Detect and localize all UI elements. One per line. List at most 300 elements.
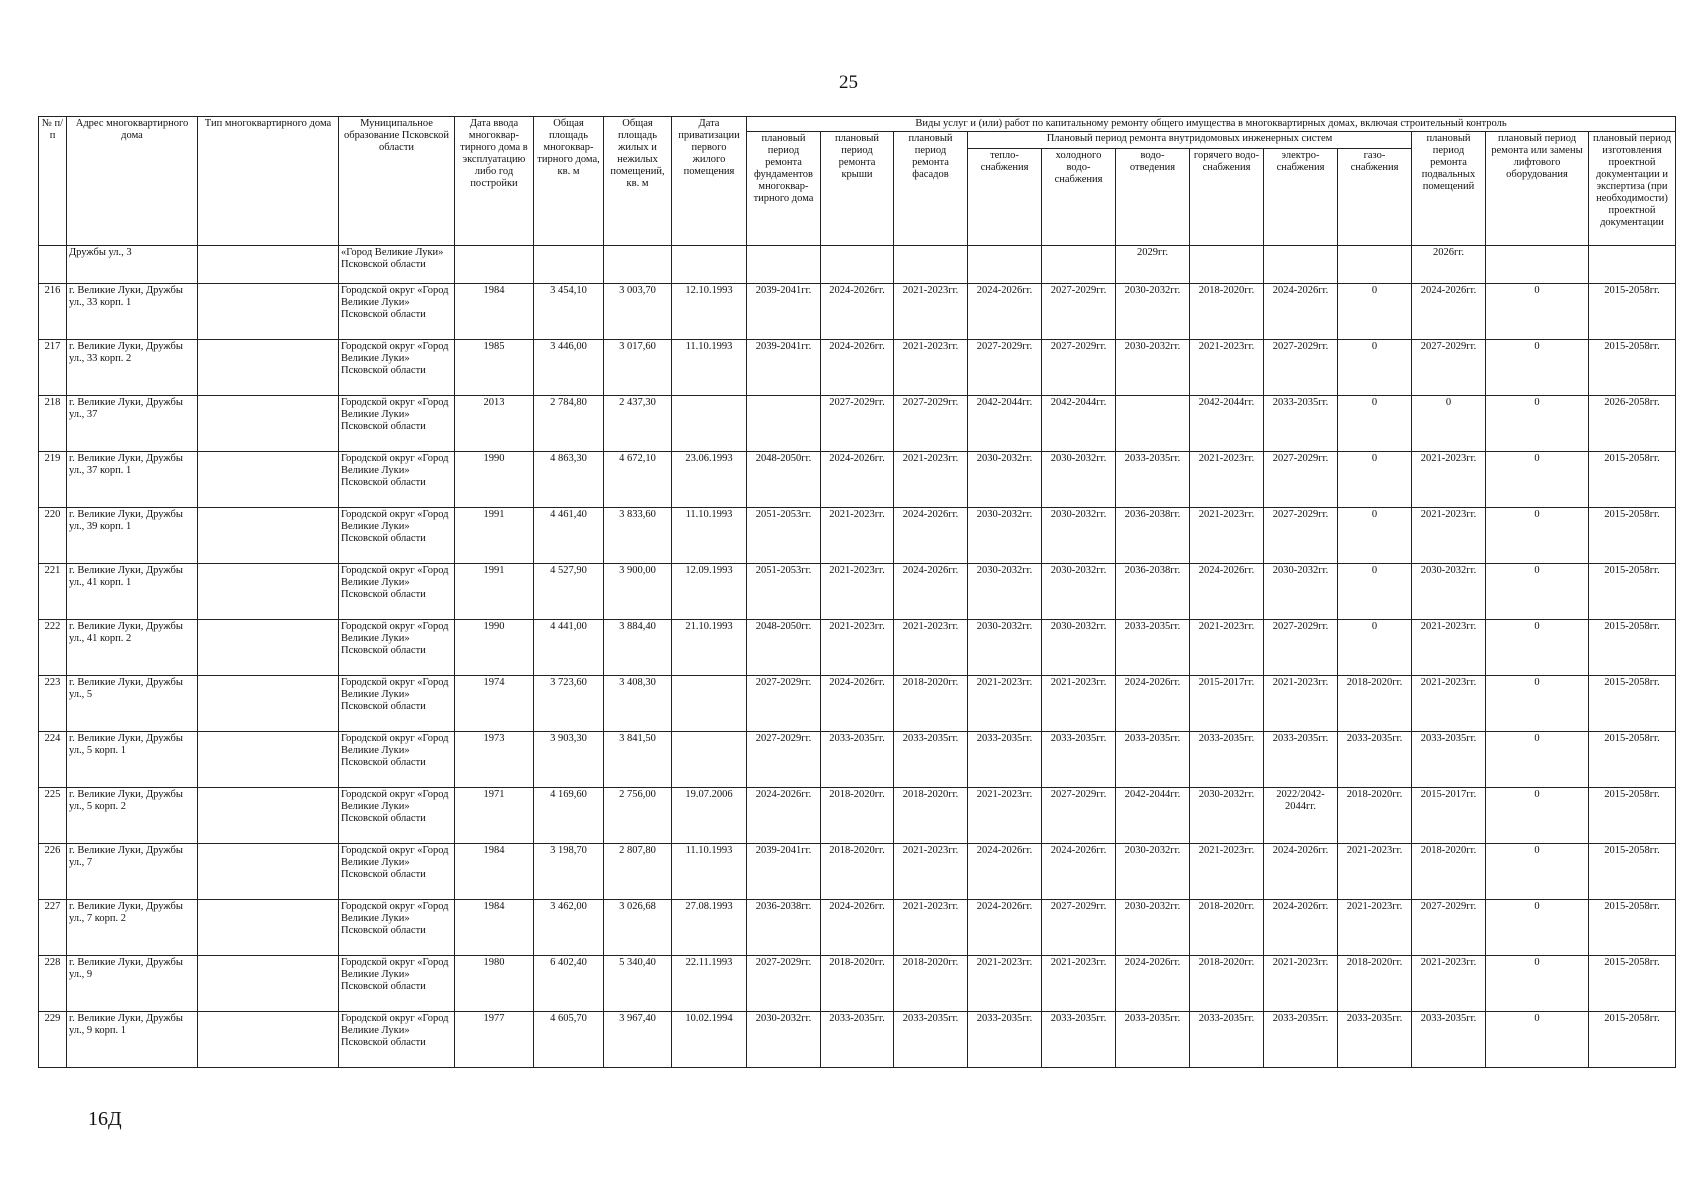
row-municipality: Городской округ «Город Великие Луки» Псковской области (339, 508, 455, 564)
table-row (39, 956, 1676, 1012)
row-sewer: 2033-2035гг. (1116, 732, 1190, 788)
row-num: 218 (39, 396, 67, 452)
row-elevator: 0 (1486, 676, 1589, 732)
row-gas: 2033-2035гг. (1338, 732, 1412, 788)
table-row (39, 620, 1676, 676)
row-type (198, 564, 339, 620)
row-basement: 2018-2020гг. (1412, 844, 1486, 900)
row-facade: 2033-2035гг. (894, 732, 968, 788)
row-electric (1264, 246, 1338, 284)
row-electric: 2027-2029гг. (1264, 452, 1338, 508)
row-living-area: 3 026,68 (604, 900, 672, 956)
header-design: плановый период изготовления проектной документации и экспертиза (при необходимости) проектной документации (1589, 132, 1676, 246)
row-basement: 2026гг. (1412, 246, 1486, 284)
row-num: 221 (39, 564, 67, 620)
row-gas: 0 (1338, 452, 1412, 508)
header-hot-water: горячего водо-снабжения (1190, 149, 1264, 246)
row-total-area: 2 784,80 (534, 396, 604, 452)
row-sewer: 2030-2032гг. (1116, 284, 1190, 340)
table-row (39, 788, 1676, 844)
row-design: 2015-2058гг. (1589, 564, 1676, 620)
row-type (198, 788, 339, 844)
row-hot-water: 2042-2044гг. (1190, 396, 1264, 452)
row-num: 220 (39, 508, 67, 564)
row-basement: 2033-2035гг. (1412, 732, 1486, 788)
row-total-area: 4 441,00 (534, 620, 604, 676)
table-row (39, 340, 1676, 396)
row-municipality: Городской округ «Город Великие Луки» Псковской области (339, 564, 455, 620)
row-privatization: 11.10.1993 (672, 340, 747, 396)
row-basement: 2021-2023гг. (1412, 620, 1486, 676)
row-total-area: 3 903,30 (534, 732, 604, 788)
row-cold-water: 2042-2044гг. (1042, 396, 1116, 452)
row-municipality: Городской округ «Город Великие Луки» Псковской области (339, 396, 455, 452)
table-row (39, 508, 1676, 564)
row-elevator: 0 (1486, 844, 1589, 900)
row-foundation: 2027-2029гг. (747, 676, 821, 732)
row-heat: 2024-2026гг. (968, 844, 1042, 900)
row-total-area: 3 198,70 (534, 844, 604, 900)
row-foundation: 2048-2050гг. (747, 452, 821, 508)
row-gas: 0 (1338, 284, 1412, 340)
header-foundation: плановый период ремонта фундаментов многоквар-тирного дома (747, 132, 821, 246)
row-design: 2015-2058гг. (1589, 340, 1676, 396)
row-facade: 2021-2023гг. (894, 284, 968, 340)
row-privatization (672, 246, 747, 284)
row-hot-water: 2033-2035гг. (1190, 732, 1264, 788)
row-privatization: 23.06.1993 (672, 452, 747, 508)
row-privatization (672, 732, 747, 788)
row-design: 2026-2058гг. (1589, 396, 1676, 452)
row-basement: 2021-2023гг. (1412, 676, 1486, 732)
row-num: 227 (39, 900, 67, 956)
row-gas: 2018-2020гг. (1338, 676, 1412, 732)
row-living-area: 3 841,50 (604, 732, 672, 788)
row-facade (894, 246, 968, 284)
row-municipality: Городской округ «Город Великие Луки» Псковской области (339, 284, 455, 340)
row-address: г. Великие Луки, Дружбы ул., 33 корп. 2 (67, 340, 198, 396)
row-living-area: 3 017,60 (604, 340, 672, 396)
row-type (198, 732, 339, 788)
row-municipality: Городской округ «Город Великие Луки» Псковской области (339, 732, 455, 788)
row-total-area: 4 863,30 (534, 452, 604, 508)
row-sewer: 2042-2044гг. (1116, 788, 1190, 844)
row-basement: 0 (1412, 396, 1486, 452)
row-sewer: 2036-2038гг. (1116, 564, 1190, 620)
row-num: 226 (39, 844, 67, 900)
row-living-area: 3 884,40 (604, 620, 672, 676)
row-heat: 2030-2032гг. (968, 620, 1042, 676)
header-basement: плановый период ремонта подвальных помещений (1412, 132, 1486, 246)
row-type (198, 396, 339, 452)
row-design: 2015-2058гг. (1589, 844, 1676, 900)
row-foundation: 2039-2041гг. (747, 284, 821, 340)
row-electric: 2024-2026гг. (1264, 844, 1338, 900)
row-basement: 2021-2023гг. (1412, 508, 1486, 564)
page-number: 25 (839, 72, 858, 93)
header-address: Адрес многоквартирного дома (67, 117, 198, 246)
row-elevator: 0 (1486, 1012, 1589, 1068)
row-elevator: 0 (1486, 620, 1589, 676)
row-type (198, 452, 339, 508)
row-cold-water: 2030-2032гг. (1042, 508, 1116, 564)
row-foundation: 2051-2053гг. (747, 508, 821, 564)
row-year (455, 246, 534, 284)
row-hot-water: 2024-2026гг. (1190, 564, 1264, 620)
row-facade: 2024-2026гг. (894, 564, 968, 620)
row-total-area: 4 605,70 (534, 1012, 604, 1068)
header-municipality: Муниципальное образование Псковской области (339, 117, 455, 246)
row-roof (821, 246, 894, 284)
header-works-group: Виды услуг и (или) работ по капитальному ремонту общего имущества в многоквартирных домах, включая строительный контроль (747, 117, 1676, 132)
row-privatization: 11.10.1993 (672, 844, 747, 900)
row-foundation: 2030-2032гг. (747, 1012, 821, 1068)
row-num: 229 (39, 1012, 67, 1068)
row-address: г. Великие Луки, Дружбы ул., 37 корп. 1 (67, 452, 198, 508)
row-address: г. Великие Луки, Дружбы ул., 9 (67, 956, 198, 1012)
row-address: г. Великие Луки, Дружбы ул., 33 корп. 1 (67, 284, 198, 340)
row-facade: 2024-2026гг. (894, 508, 968, 564)
row-basement: 2027-2029гг. (1412, 900, 1486, 956)
row-privatization: 22.11.1993 (672, 956, 747, 1012)
row-hot-water: 2021-2023гг. (1190, 620, 1264, 676)
row-total-area: 3 723,60 (534, 676, 604, 732)
row-gas: 0 (1338, 340, 1412, 396)
row-address: г. Великие Луки, Дружбы ул., 7 (67, 844, 198, 900)
row-facade: 2018-2020гг. (894, 956, 968, 1012)
row-address: г. Великие Луки, Дружбы ул., 37 (67, 396, 198, 452)
header-engineering-group: Плановый период ремонта внутридомовых инженерных систем (968, 132, 1412, 149)
row-address: г. Великие Луки, Дружбы ул., 5 корп. 1 (67, 732, 198, 788)
row-electric: 2024-2026гг. (1264, 900, 1338, 956)
row-address: г. Великие Луки, Дружбы ул., 39 корп. 1 (67, 508, 198, 564)
row-heat: 2024-2026гг. (968, 284, 1042, 340)
row-basement: 2021-2023гг. (1412, 452, 1486, 508)
row-roof: 2033-2035гг. (821, 1012, 894, 1068)
row-sewer: 2033-2035гг. (1116, 1012, 1190, 1068)
row-privatization: 19.07.2006 (672, 788, 747, 844)
row-municipality: Городской округ «Город Великие Луки» Псковской области (339, 340, 455, 396)
row-electric: 2024-2026гг. (1264, 284, 1338, 340)
table-row (39, 732, 1676, 788)
row-foundation: 2051-2053гг. (747, 564, 821, 620)
row-address: г. Великие Луки, Дружбы ул., 5 (67, 676, 198, 732)
row-cold-water: 2027-2029гг. (1042, 900, 1116, 956)
row-municipality: Городской округ «Город Великие Луки» Псковской области (339, 452, 455, 508)
row-foundation: 2048-2050гг. (747, 620, 821, 676)
row-gas: 2021-2023гг. (1338, 900, 1412, 956)
row-address: Дружбы ул., 3 (67, 246, 198, 284)
row-type (198, 844, 339, 900)
row-electric: 2030-2032гг. (1264, 564, 1338, 620)
row-roof: 2021-2023гг. (821, 620, 894, 676)
row-privatization: 21.10.1993 (672, 620, 747, 676)
row-municipality: Городской округ «Город Великие Луки» Псковской области (339, 900, 455, 956)
row-heat: 2030-2032гг. (968, 564, 1042, 620)
row-sewer: 2029гг. (1116, 246, 1190, 284)
row-total-area: 3 454,10 (534, 284, 604, 340)
row-basement: 2021-2023гг. (1412, 956, 1486, 1012)
row-gas: 0 (1338, 564, 1412, 620)
row-heat: 2033-2035гг. (968, 1012, 1042, 1068)
row-elevator: 0 (1486, 732, 1589, 788)
row-hot-water: 2021-2023гг. (1190, 844, 1264, 900)
row-hot-water: 2021-2023гг. (1190, 508, 1264, 564)
table-row (39, 1012, 1676, 1068)
row-living-area: 3 967,40 (604, 1012, 672, 1068)
row-num: 222 (39, 620, 67, 676)
row-elevator: 0 (1486, 956, 1589, 1012)
row-cold-water: 2027-2029гг. (1042, 788, 1116, 844)
row-electric: 2027-2029гг. (1264, 508, 1338, 564)
row-living-area: 4 672,10 (604, 452, 672, 508)
row-living-area: 2 756,00 (604, 788, 672, 844)
row-hot-water: 2021-2023гг. (1190, 452, 1264, 508)
row-num (39, 246, 67, 284)
row-basement: 2015-2017гг. (1412, 788, 1486, 844)
row-num: 225 (39, 788, 67, 844)
row-electric: 2033-2035гг. (1264, 396, 1338, 452)
row-sewer: 2030-2032гг. (1116, 900, 1190, 956)
row-living-area: 3 833,60 (604, 508, 672, 564)
row-heat (968, 246, 1042, 284)
row-facade: 2018-2020гг. (894, 788, 968, 844)
row-design: 2015-2058гг. (1589, 1012, 1676, 1068)
header-sewer: водо-отведения (1116, 149, 1190, 246)
footer-code: 16Д (88, 1108, 122, 1130)
header-electric: электро-снабжения (1264, 149, 1338, 246)
row-sewer: 2024-2026гг. (1116, 676, 1190, 732)
row-heat: 2030-2032гг. (968, 508, 1042, 564)
row-heat: 2033-2035гг. (968, 732, 1042, 788)
row-basement: 2033-2035гг. (1412, 1012, 1486, 1068)
row-municipality: Городской округ «Город Великие Луки» Псковской области (339, 844, 455, 900)
row-privatization: 11.10.1993 (672, 508, 747, 564)
row-roof: 2024-2026гг. (821, 284, 894, 340)
row-living-area: 5 340,40 (604, 956, 672, 1012)
row-basement: 2027-2029гг. (1412, 340, 1486, 396)
row-sewer: 2030-2032гг. (1116, 844, 1190, 900)
header-facade: плановый период ремонта фасадов (894, 132, 968, 246)
row-type (198, 900, 339, 956)
row-elevator: 0 (1486, 340, 1589, 396)
row-electric: 2021-2023гг. (1264, 676, 1338, 732)
row-foundation: 2039-2041гг. (747, 340, 821, 396)
row-total-area: 3 462,00 (534, 900, 604, 956)
row-hot-water: 2018-2020гг. (1190, 956, 1264, 1012)
row-electric: 2027-2029гг. (1264, 620, 1338, 676)
header-elevator: плановый период ремонта или замены лифтового оборудования (1486, 132, 1589, 246)
row-electric: 2033-2035гг. (1264, 1012, 1338, 1068)
row-foundation: 2036-2038гг. (747, 900, 821, 956)
row-heat: 2030-2032гг. (968, 452, 1042, 508)
row-address: г. Великие Луки, Дружбы ул., 5 корп. 2 (67, 788, 198, 844)
row-year: 2013 (455, 396, 534, 452)
row-hot-water: 2018-2020гг. (1190, 284, 1264, 340)
row-hot-water: 2030-2032гг. (1190, 788, 1264, 844)
row-elevator: 0 (1486, 564, 1589, 620)
row-gas (1338, 246, 1412, 284)
table-row (39, 246, 1676, 284)
row-living-area: 2 807,80 (604, 844, 672, 900)
row-gas: 0 (1338, 620, 1412, 676)
row-cold-water: 2033-2035гг. (1042, 1012, 1116, 1068)
row-num: 224 (39, 732, 67, 788)
row-electric: 2033-2035гг. (1264, 732, 1338, 788)
row-sewer (1116, 396, 1190, 452)
row-heat: 2024-2026гг. (968, 900, 1042, 956)
row-num: 217 (39, 340, 67, 396)
header-type: Тип многоквартирного дома (198, 117, 339, 246)
table-row (39, 676, 1676, 732)
row-municipality: Городской округ «Город Великие Луки» Псковской области (339, 620, 455, 676)
row-year: 1980 (455, 956, 534, 1012)
row-sewer: 2030-2032гг. (1116, 340, 1190, 396)
row-elevator: 0 (1486, 452, 1589, 508)
row-year: 1974 (455, 676, 534, 732)
row-num: 219 (39, 452, 67, 508)
row-gas: 2021-2023гг. (1338, 844, 1412, 900)
row-elevator: 0 (1486, 508, 1589, 564)
row-privatization (672, 396, 747, 452)
header-total-area: Общая площадь многоквар-тирного дома, кв. м (534, 117, 604, 246)
row-foundation: 2024-2026гг. (747, 788, 821, 844)
row-sewer: 2033-2035гг. (1116, 452, 1190, 508)
row-cold-water: 2027-2029гг. (1042, 340, 1116, 396)
row-elevator (1486, 246, 1589, 284)
row-heat: 2027-2029гг. (968, 340, 1042, 396)
row-num: 228 (39, 956, 67, 1012)
row-roof: 2024-2026гг. (821, 676, 894, 732)
row-design: 2015-2058гг. (1589, 452, 1676, 508)
row-roof: 2018-2020гг. (821, 956, 894, 1012)
row-facade: 2021-2023гг. (894, 452, 968, 508)
capital-repair-table (38, 116, 1676, 1068)
row-hot-water: 2021-2023гг. (1190, 340, 1264, 396)
row-roof: 2024-2026гг. (821, 900, 894, 956)
row-address: г. Великие Луки, Дружбы ул., 7 корп. 2 (67, 900, 198, 956)
row-roof: 2027-2029гг. (821, 396, 894, 452)
row-basement: 2024-2026гг. (1412, 284, 1486, 340)
row-total-area: 6 402,40 (534, 956, 604, 1012)
table-row (39, 844, 1676, 900)
header-num: № п/п (39, 117, 67, 246)
row-basement: 2030-2032гг. (1412, 564, 1486, 620)
row-sewer: 2036-2038гг. (1116, 508, 1190, 564)
row-type (198, 676, 339, 732)
row-design: 2015-2058гг. (1589, 956, 1676, 1012)
row-municipality: «Город Великие Луки» Псковской области (339, 246, 455, 284)
row-type (198, 246, 339, 284)
row-cold-water: 2030-2032гг. (1042, 452, 1116, 508)
row-electric: 2027-2029гг. (1264, 340, 1338, 396)
header-cold-water: холодного водо-снабжения (1042, 149, 1116, 246)
row-year: 1990 (455, 620, 534, 676)
table-row (39, 564, 1676, 620)
row-year: 1990 (455, 452, 534, 508)
row-roof: 2033-2035гг. (821, 732, 894, 788)
row-address: г. Великие Луки, Дружбы ул., 41 корп. 1 (67, 564, 198, 620)
row-year: 1991 (455, 564, 534, 620)
row-roof: 2021-2023гг. (821, 508, 894, 564)
row-cold-water: 2027-2029гг. (1042, 284, 1116, 340)
row-municipality: Городской округ «Город Великие Луки» Псковской области (339, 1012, 455, 1068)
row-type (198, 956, 339, 1012)
header-living-area: Общая площадь жилых и нежилых помещений, кв. м (604, 117, 672, 246)
row-roof: 2018-2020гг. (821, 844, 894, 900)
row-type (198, 1012, 339, 1068)
row-elevator: 0 (1486, 284, 1589, 340)
row-year: 1984 (455, 844, 534, 900)
row-design (1589, 246, 1676, 284)
row-privatization: 10.02.1994 (672, 1012, 747, 1068)
row-living-area: 3 408,30 (604, 676, 672, 732)
row-heat: 2021-2023гг. (968, 956, 1042, 1012)
row-foundation: 2027-2029гг. (747, 732, 821, 788)
row-sewer: 2024-2026гг. (1116, 956, 1190, 1012)
row-year: 1977 (455, 1012, 534, 1068)
row-facade: 2027-2029гг. (894, 396, 968, 452)
row-type (198, 284, 339, 340)
row-privatization: 12.09.1993 (672, 564, 747, 620)
row-foundation: 2039-2041гг. (747, 844, 821, 900)
row-total-area: 3 446,00 (534, 340, 604, 396)
row-cold-water: 2030-2032гг. (1042, 564, 1116, 620)
row-elevator: 0 (1486, 900, 1589, 956)
row-year: 1984 (455, 900, 534, 956)
row-hot-water: 2033-2035гг. (1190, 1012, 1264, 1068)
row-roof: 2018-2020гг. (821, 788, 894, 844)
row-gas: 0 (1338, 396, 1412, 452)
row-foundation (747, 396, 821, 452)
row-privatization (672, 676, 747, 732)
row-facade: 2033-2035гг. (894, 1012, 968, 1068)
row-electric: 2021-2023гг. (1264, 956, 1338, 1012)
row-living-area: 2 437,30 (604, 396, 672, 452)
row-type (198, 620, 339, 676)
row-living-area: 3 900,00 (604, 564, 672, 620)
row-municipality: Городской округ «Город Великие Луки» Псковской области (339, 676, 455, 732)
row-address: г. Великие Луки, Дружбы ул., 9 корп. 1 (67, 1012, 198, 1068)
table-row (39, 452, 1676, 508)
row-heat: 2042-2044гг. (968, 396, 1042, 452)
row-address: г. Великие Луки, Дружбы ул., 41 корп. 2 (67, 620, 198, 676)
row-type (198, 340, 339, 396)
row-design: 2015-2058гг. (1589, 732, 1676, 788)
row-cold-water: 2021-2023гг. (1042, 956, 1116, 1012)
row-sewer: 2033-2035гг. (1116, 620, 1190, 676)
row-design: 2015-2058гг. (1589, 676, 1676, 732)
row-gas: 2033-2035гг. (1338, 1012, 1412, 1068)
row-num: 223 (39, 676, 67, 732)
row-year: 1973 (455, 732, 534, 788)
row-total-area (534, 246, 604, 284)
header-heat: тепло-снабжения (968, 149, 1042, 246)
row-cold-water: 2033-2035гг. (1042, 732, 1116, 788)
header-gas: газо-снабжения (1338, 149, 1412, 246)
row-gas: 2018-2020гг. (1338, 788, 1412, 844)
header-roof: плановый период ремонта крыши (821, 132, 894, 246)
row-cold-water: 2030-2032гг. (1042, 620, 1116, 676)
row-type (198, 508, 339, 564)
header-privatization-date: Дата приватизации первого жилого помещения (672, 117, 747, 246)
row-municipality: Городской округ «Город Великие Луки» Псковской области (339, 788, 455, 844)
row-total-area: 4 527,90 (534, 564, 604, 620)
row-elevator: 0 (1486, 788, 1589, 844)
row-year: 1984 (455, 284, 534, 340)
row-gas: 0 (1338, 508, 1412, 564)
row-design: 2015-2058гг. (1589, 900, 1676, 956)
